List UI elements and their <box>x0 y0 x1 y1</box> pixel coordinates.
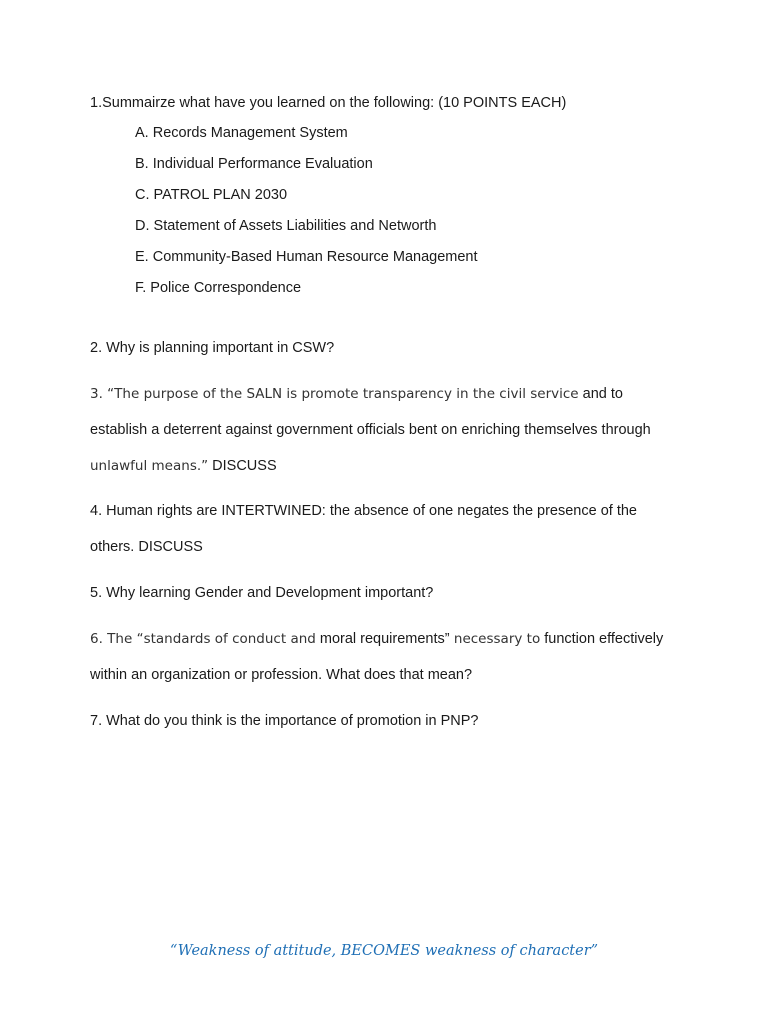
question-6-line-1 <box>90 629 663 649</box>
question-1-item-d: D. Statement of Assets Liabilities and Networth <box>135 218 437 234</box>
question-1-item-f: F. Police Correspondence <box>135 280 302 296</box>
question-1-item-c: C. PATROL PLAN 2030 <box>135 187 288 203</box>
question-4-line-1: 4. Human rights are INTERTWINED: the absence of one negates the presence of the <box>90 503 637 519</box>
question-3-discuss: DISCUSS <box>208 458 277 474</box>
question-2: 2. Why is planning important in CSW? <box>90 340 335 356</box>
question-3-text-light: 3. “The purpose of the SALN is promote transparency in the civil service <box>90 386 579 402</box>
question-3-line-3 <box>90 456 277 476</box>
question-6-line-2: within an organization or profession. What does that mean? <box>90 667 473 683</box>
question-5: 5. Why learning Gender and Development important? <box>90 585 434 601</box>
question-3-text-light-end: unlawful means.” <box>90 458 209 474</box>
question-1-item-b: B. Individual Performance Evaluation <box>135 156 373 172</box>
question-1-item-a: A. Records Management System <box>135 125 348 141</box>
question-3-text-regular: and to <box>578 386 623 402</box>
question-1-prompt: 1.Summairze what have you learned on the following: (10 POINTS EACH) <box>90 95 567 111</box>
question-3-line-1 <box>90 384 623 404</box>
question-3-line-2: establish a deterrent against government officials bent on enriching themselves through <box>90 422 651 438</box>
question-6-text-regular-b: function effectively <box>540 631 664 647</box>
question-7: 7. What do you think is the importance of promotion in PNP? <box>90 713 479 729</box>
question-6-text-light-b: necessary to <box>449 631 541 647</box>
footer-quote: “Weakness of attitude, BECOMES weakness of character” <box>169 943 599 959</box>
question-1-item-e: E. Community-Based Human Resource Management <box>135 249 478 265</box>
question-6-text-light-a: 6. The “standards of conduct and <box>90 631 316 647</box>
question-6-text-regular-a: moral requirements” <box>315 631 450 647</box>
question-4-line-2: others. DISCUSS <box>90 539 203 555</box>
